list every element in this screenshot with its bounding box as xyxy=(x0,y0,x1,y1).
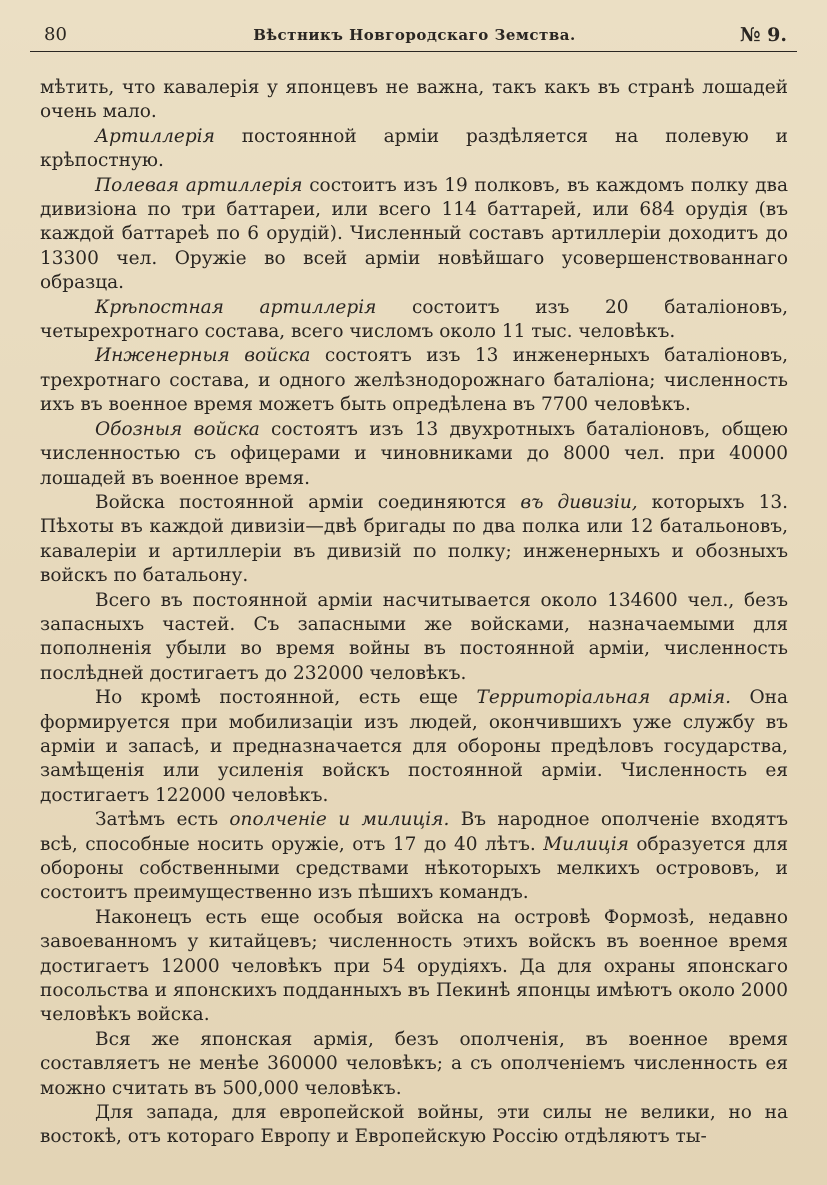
italic-term: Обозныя войска xyxy=(95,418,260,440)
paragraph-text: состоитъ изъ 20 баталіоновъ, четырехротнаго состава, всего числомъ около 11 тыс. человѣкъ. xyxy=(40,296,788,343)
paragraph-text: Она формируется при мобилизаціи изъ людей, окончившихъ уже службу въ арміи и запасѣ, и предназначается для обороны предѣловъ государства, замѣщенія или усиленія войскъ постоянной арміи. Численность ея достигаетъ 122000 человѣкъ. xyxy=(40,687,789,806)
body-text xyxy=(40,76,788,1150)
paragraph-text: образуется для обороны собственными средствами нѣкоторыхъ мелкихъ острововъ, и состоитъ преимущественно изъ пѣшихъ командъ. xyxy=(40,833,788,904)
italic-term: Полевая артиллерія xyxy=(95,174,303,196)
paragraph-text: которыхъ 13. Пѣхоты въ каждой дивизіи—двѣ бригады по два полка или 12 батальоновъ, кавалеріи и артиллеріи въ дивизій по полку; инженерныхъ и обозныхъ войскъ по батальону. xyxy=(40,491,789,587)
paragraph xyxy=(40,76,788,125)
paragraph xyxy=(40,589,788,687)
paragraph xyxy=(40,686,788,808)
italic-term: Артиллерія xyxy=(95,125,215,147)
journal-title: Вѣстникъ Новгородскаго Земства. xyxy=(253,26,576,44)
paragraph-text: Войска постоянной арміи соединяются xyxy=(95,491,521,513)
paragraph-text: Въ народное ополченіе входятъ всѣ, способные носить оружіе, отъ 17 до 40 лѣтъ. xyxy=(40,809,788,855)
paragraph xyxy=(40,491,788,589)
italic-term: Крѣпостная артиллерія xyxy=(95,296,377,318)
italic-term: въ дивизіи, xyxy=(520,491,638,513)
paragraph xyxy=(40,808,788,906)
paragraph-text: Наконецъ есть еще особыя войска на островѣ Формозѣ, недавно завоеванномъ у китайцевъ; численность этихъ войскъ въ военное время достигаетъ 12000 человѣкъ при 54 орудіяхъ. Да для охраны японскаго посольства и японскихъ подданныхъ въ Пекинѣ японцы имѣютъ около 2000 человѣкъ войска. xyxy=(40,906,788,1026)
italic-term: Территоріальная армія. xyxy=(476,687,731,709)
paragraph-text: состоятъ изъ 13 двухротныхъ баталіоновъ, общею численностью съ офицерами и чиновниками до 8000 чел. при 40000 лошадей въ военное время. xyxy=(40,418,788,489)
paragraph-text: Всего въ постоянной арміи насчитывается около 134600 чел., безъ запасныхъ частей. Съ запасными же войсками, назначаемыми для пополненія убыли во время войны въ постоянной арміи, численность послѣдней достигаетъ до 232000 человѣкъ. xyxy=(40,589,788,684)
running-header xyxy=(38,22,791,52)
paragraph-text: Но кромѣ постоянной, есть еще xyxy=(95,687,477,709)
issue-number: № 9. xyxy=(739,24,787,46)
paragraph xyxy=(40,174,788,296)
paragraph xyxy=(40,296,788,345)
paragraph-text: Вся же японская армія, безъ ополченія, въ военное время составляетъ не менѣе 360000 человѣкъ; а съ ополченіемъ численность ея можно считать въ 500,000 человѣкъ. xyxy=(40,1028,788,1099)
paragraph-text: Для запада, для европейской войны, эти силы не велики, но на востокѣ, отъ котораго Европу и Европейскую Россію отдѣляютъ ты- xyxy=(40,1102,788,1148)
paragraph xyxy=(40,418,788,491)
paragraph xyxy=(40,125,788,174)
header-rule xyxy=(30,51,797,52)
paragraph-text: состоитъ изъ 19 полковъ, въ каждомъ полку два дивизіона по три баттареи, или всего 114 баттарей, или 684 орудія (въ каждой баттареѣ по 6 орудій). Численный составъ артиллеріи доходитъ до 13300 чел. Оружіе во всей арміи новѣйшаго усовершенствованнаго образца. xyxy=(40,174,788,294)
paragraph-text: мѣтить, что кавалерія у японцевъ не важна, такъ какъ въ странѣ лошадей очень мало. xyxy=(40,77,788,123)
paragraph-text: постоянной арміи раздѣляется на полевую и крѣпостную. xyxy=(40,125,788,172)
paragraph xyxy=(40,1101,788,1150)
paragraph xyxy=(40,906,788,1028)
page-number: 80 xyxy=(44,24,67,45)
paragraph-text: Затѣмъ есть xyxy=(95,809,230,831)
italic-term: Милиція xyxy=(543,833,629,855)
italic-term: Инженерныя войска xyxy=(95,345,311,367)
paragraph xyxy=(40,1028,788,1101)
italic-term: ополченіе и милиція. xyxy=(229,809,450,831)
paragraph-text: состоятъ изъ 13 инженерныхъ баталіоновъ, трехротнаго состава, и одного желѣзнодорожнаго баталіона; численность ихъ въ военное время можетъ быть опредѣлена въ 7700 человѣкъ. xyxy=(40,345,788,416)
paragraph xyxy=(40,344,788,417)
